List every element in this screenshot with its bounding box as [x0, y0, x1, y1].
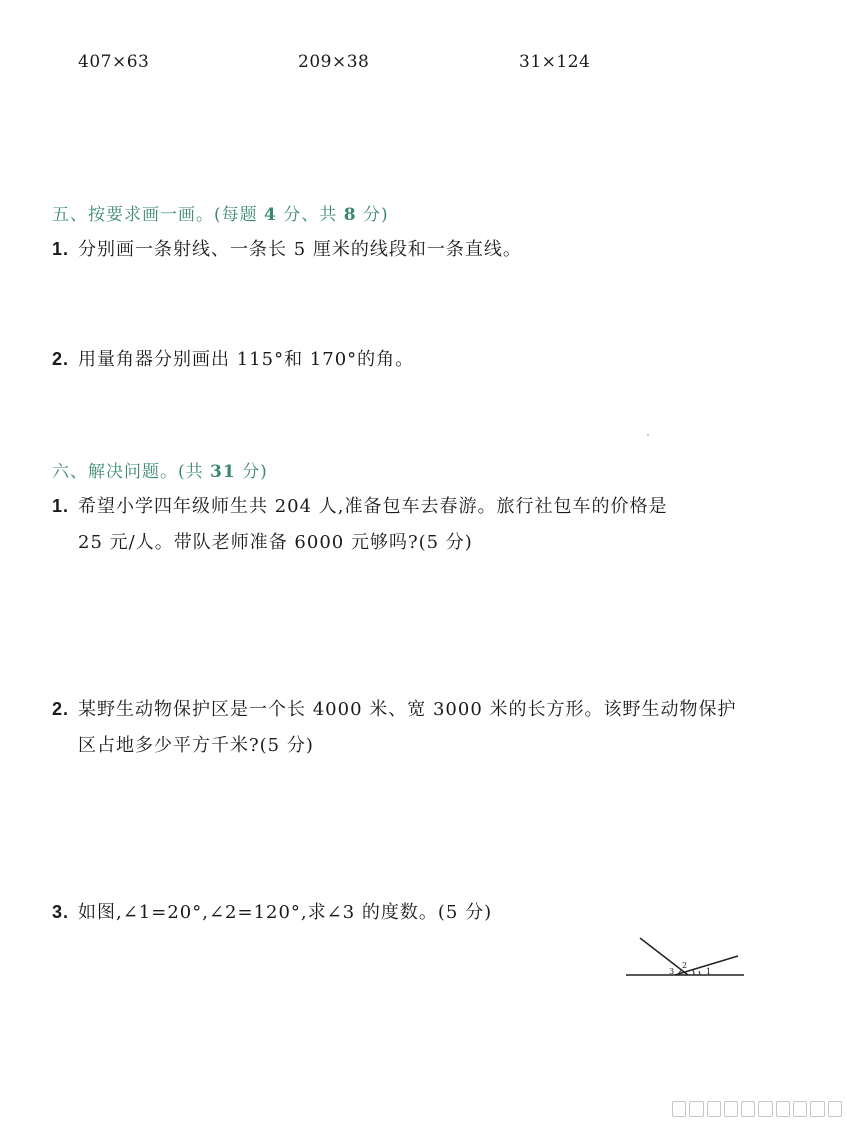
- question-number: 1.: [52, 239, 70, 259]
- section-6-heading-suffix: 分): [242, 462, 268, 482]
- section-6-heading-prefix: 六、解决问题。(共: [52, 462, 204, 482]
- watermark-segment: [758, 1101, 772, 1117]
- section-5-heading-score1: 4: [264, 205, 277, 225]
- question-text: 分别画一条射线、一条长 5 厘米的线段和一条直线。: [78, 239, 522, 260]
- watermark-segment: [707, 1101, 721, 1117]
- ray-left: [640, 938, 688, 975]
- section-6-question-3: [52, 894, 492, 931]
- question-text: 如图,∠1=20°,∠2=120°,求∠3 的度数。(5 分): [78, 902, 493, 923]
- watermark-segment: [810, 1101, 824, 1117]
- watermark-segment: [689, 1101, 703, 1117]
- watermark-segment: [724, 1101, 738, 1117]
- question-text-line-1: 某野生动物保护区是一个长 4000 米、宽 3000 米的长方形。该野生动物保护: [78, 699, 737, 720]
- scan-speck: [647, 434, 649, 436]
- calc-item-3: 31×124: [519, 52, 591, 72]
- watermark-strip: [672, 1098, 842, 1120]
- section-5-heading-score2: 8: [343, 205, 357, 225]
- question-text-line-1: 希望小学四年级师生共 204 人,准备包车去春游。旅行社包车的价格是: [78, 496, 668, 517]
- angle-figure: [620, 930, 750, 985]
- section-5-question-2: [52, 341, 414, 378]
- angle-label-1: 1: [706, 967, 712, 976]
- section-5-heading: [52, 200, 389, 225]
- watermark-segment: [672, 1101, 686, 1117]
- watermark-segment: [741, 1101, 755, 1117]
- angle-label-3: 3: [669, 967, 675, 976]
- watermark-segment: [793, 1101, 807, 1117]
- angle-label-2: 2: [682, 961, 688, 970]
- section-5-heading-prefix: 五、按要求画一画。(每题: [52, 205, 258, 225]
- calc-item-2: 209×38: [298, 52, 370, 72]
- watermark-segment: [776, 1101, 790, 1117]
- question-number: 1.: [52, 496, 70, 516]
- question-text: 用量角器分别画出 115°和 170°的角。: [78, 349, 415, 370]
- section-5-heading-suffix: 分): [362, 205, 389, 225]
- calc-item-1: 407×63: [78, 52, 150, 72]
- section-6-heading: [52, 457, 268, 482]
- section-6-heading-score: 31: [210, 462, 236, 482]
- question-number: 2.: [52, 699, 70, 719]
- question-text-line-2: 区占地多少平方千米?(5 分): [78, 735, 314, 756]
- question-text-line-2: 25 元/人。带队老师准备 6000 元够吗?(5 分): [78, 532, 473, 553]
- watermark-segment: [828, 1101, 842, 1117]
- section-5-heading-mid: 分、共: [283, 205, 338, 225]
- section-6-question-2: [52, 691, 737, 764]
- question-number: 3.: [52, 902, 70, 922]
- section-6-question-1: [52, 488, 668, 561]
- question-number: 2.: [52, 349, 70, 369]
- section-5-question-1: [52, 231, 522, 268]
